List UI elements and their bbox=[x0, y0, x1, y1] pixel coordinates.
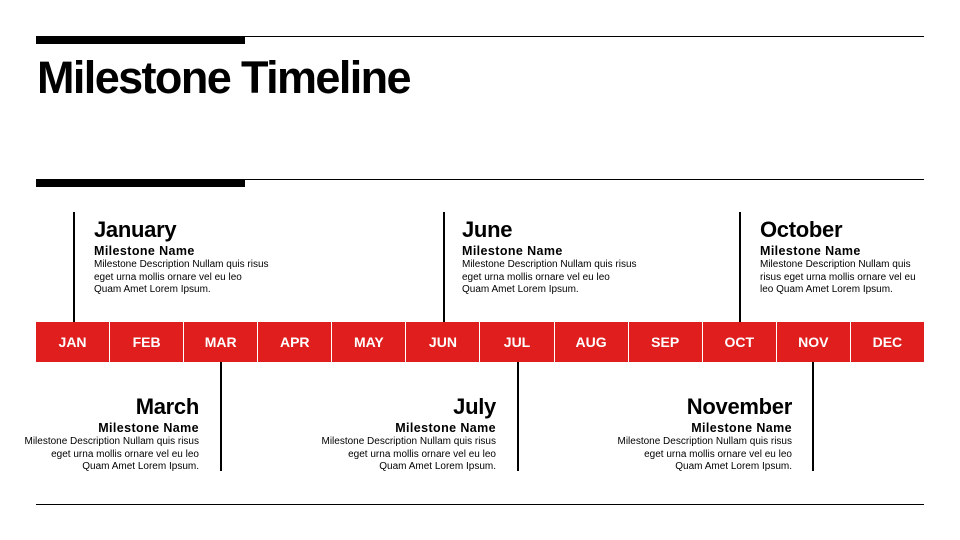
connector-october bbox=[739, 212, 741, 322]
milestone-november bbox=[617, 393, 792, 474]
milestone-description: Milestone Description Nullam quis risus eget urna mollis ornare vel eu leo Quam Amet Lorem Ipsum. bbox=[94, 259, 269, 295]
connector-march bbox=[220, 362, 222, 471]
page-title: Milestone Timeline bbox=[37, 52, 410, 103]
month-feb: FEB bbox=[110, 322, 184, 362]
milestone-name: Milestone Name bbox=[395, 421, 496, 435]
milestone-description: Milestone Description Nullam quis risus eget urna mollis ornare vel eu leo Quam Amet Lorem Ipsum. bbox=[24, 436, 199, 472]
month-may: MAY bbox=[332, 322, 406, 362]
section-rule bbox=[36, 179, 924, 180]
milestone-name: Milestone Name bbox=[462, 244, 563, 258]
milestone-january bbox=[94, 216, 269, 297]
month-dec: DEC bbox=[851, 322, 924, 362]
milestone-name: Milestone Name bbox=[98, 421, 199, 435]
month-jun: JUN bbox=[406, 322, 480, 362]
month-nov: NOV bbox=[777, 322, 851, 362]
top-rule bbox=[36, 36, 924, 37]
milestone-june bbox=[462, 216, 637, 297]
milestone-description: Milestone Description Nullam quis risus eget urna mollis ornare vel eu leo Quam Amet Lorem Ipsum. bbox=[617, 436, 792, 472]
month-sep: SEP bbox=[629, 322, 703, 362]
connector-july bbox=[517, 362, 519, 471]
month-jan: JAN bbox=[36, 322, 110, 362]
milestone-july bbox=[321, 393, 496, 474]
milestone-month: July bbox=[453, 394, 496, 419]
month-jul: JUL bbox=[480, 322, 554, 362]
milestone-description: Milestone Description Nullam quis risus eget urna mollis ornare vel eu leo Quam Amet Lorem Ipsum. bbox=[321, 436, 496, 472]
connector-january bbox=[73, 212, 75, 322]
top-accent-bar bbox=[36, 37, 245, 44]
milestone-name: Milestone Name bbox=[691, 421, 792, 435]
milestone-month: March bbox=[135, 394, 199, 419]
month-mar: MAR bbox=[184, 322, 258, 362]
milestone-description: Milestone Description Nullam quis risus eget urna mollis ornare vel eu leo Quam Amet Lorem Ipsum. bbox=[462, 259, 637, 295]
section-accent-bar bbox=[36, 180, 245, 187]
milestone-march bbox=[24, 393, 199, 474]
milestone-month: June bbox=[462, 217, 513, 242]
month-oct: OCT bbox=[703, 322, 777, 362]
milestone-month: November bbox=[686, 394, 792, 419]
month-aug: AUG bbox=[555, 322, 629, 362]
milestone-name: Milestone Name bbox=[760, 244, 861, 258]
milestone-october bbox=[760, 216, 920, 297]
milestone-month: January bbox=[94, 217, 177, 242]
month-bar bbox=[36, 322, 924, 362]
month-apr: APR bbox=[258, 322, 332, 362]
milestone-description: Milestone Description Nullam quis risus eget urna mollis ornare vel eu leo Quam Amet Lorem Ipsum. bbox=[760, 259, 916, 295]
connector-november bbox=[812, 362, 814, 471]
connector-june bbox=[443, 212, 445, 322]
milestone-month: October bbox=[760, 217, 843, 242]
milestone-name: Milestone Name bbox=[94, 244, 195, 258]
bottom-rule bbox=[36, 504, 924, 505]
